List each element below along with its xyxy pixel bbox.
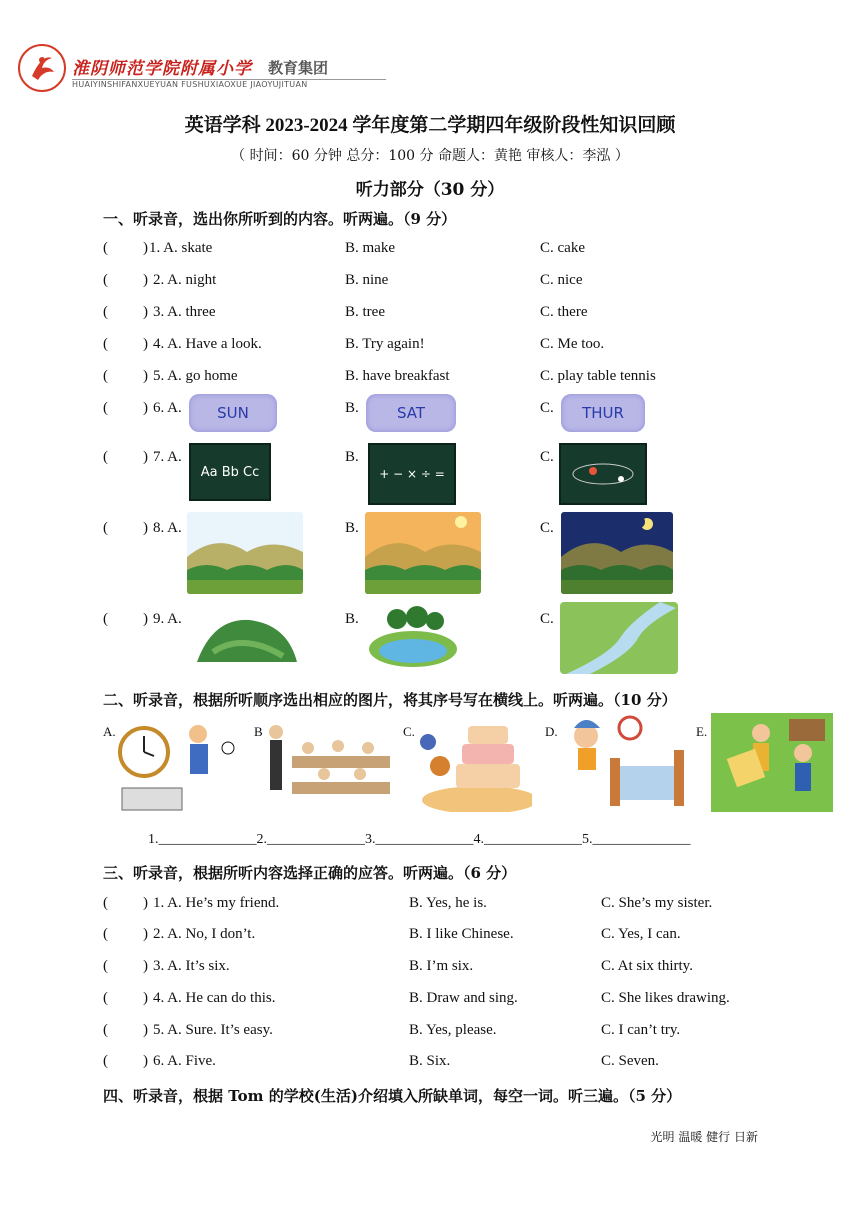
answer-paren[interactable]: ( bbox=[103, 368, 108, 384]
morning-landscape-image bbox=[187, 512, 303, 594]
option-b: B. have breakfast bbox=[345, 368, 450, 384]
option-a: 1. A. skate bbox=[149, 240, 213, 256]
option-b: B. Try again! bbox=[345, 336, 425, 352]
cake-party-image bbox=[410, 716, 532, 812]
option-a-label: 6. A. bbox=[153, 400, 182, 416]
school-name: 淮阴师范学院附属小学 bbox=[72, 59, 252, 79]
night-landscape-image bbox=[561, 512, 673, 594]
kids-outdoor-image bbox=[711, 713, 833, 812]
option-c: C. She’s my sister. bbox=[601, 895, 713, 911]
question-row bbox=[0, 368, 860, 388]
answer-paren[interactable]: ( bbox=[103, 926, 108, 942]
answer-paren[interactable]: ( bbox=[103, 449, 108, 465]
school-logo bbox=[18, 44, 66, 92]
school-motto: 光明 温暖 健行 日新 bbox=[650, 1130, 758, 1144]
evening-landscape-image bbox=[365, 512, 481, 594]
option-a: 4. A. Have a look. bbox=[153, 336, 262, 352]
answer-paren-close: ) bbox=[143, 926, 148, 942]
question-row bbox=[0, 1022, 860, 1042]
option-c-label: C. bbox=[540, 520, 554, 536]
thur-day-card: THUR bbox=[561, 394, 645, 432]
section4-title: 四、听录音，根据 Tom 的学校(生活)介绍填入所缺单词，每空一词。听三遍。（5 分） bbox=[103, 1087, 682, 1105]
school-pinyin: HUAIYINSHIFANXUEYUAN FUSHUXIAOXUE JIAOYUJITUAN bbox=[72, 80, 308, 89]
option-a: 1. A. He’s my friend. bbox=[153, 895, 280, 911]
option-a: 3. A. It’s six. bbox=[153, 958, 230, 974]
answer-paren-close: ) bbox=[143, 240, 148, 256]
answer-paren-close: ) bbox=[143, 272, 148, 288]
option-b: B. make bbox=[345, 240, 395, 256]
option-c: C. Yes, I can. bbox=[601, 926, 681, 942]
answer-paren[interactable]: ( bbox=[103, 1022, 108, 1038]
option-b-label: B. bbox=[345, 400, 359, 416]
answer-paren-close: ) bbox=[143, 895, 148, 911]
classroom-image bbox=[264, 716, 394, 812]
question-row bbox=[0, 240, 860, 260]
answer-paren-close: ) bbox=[143, 1022, 148, 1038]
option-c: C. play table tennis bbox=[540, 368, 656, 384]
answer-paren-close: ) bbox=[143, 368, 148, 384]
question-row bbox=[0, 926, 860, 946]
answer-paren-close: ) bbox=[143, 1053, 148, 1069]
section3-title: 三、听录音，根据所听内容选择正确的应答。听两遍。（6 分） bbox=[103, 864, 517, 882]
option-c: C. Me too. bbox=[540, 336, 605, 352]
page-title: 英语学科 2023-2024 学年度第二学期四年级阶段性知识回顾 bbox=[184, 115, 676, 136]
exam-info: （ 时间：60 分钟 总分：100 分 命题人：黄艳 审核人：李泓 ） bbox=[231, 148, 629, 164]
option-a: 4. A. He can do this. bbox=[153, 990, 276, 1006]
option-c: C. At six thirty. bbox=[601, 958, 693, 974]
english-board-image: Aa Bb Cc bbox=[189, 443, 271, 501]
answer-paren-close: ) bbox=[143, 400, 148, 416]
answer-paren[interactable]: ( bbox=[103, 304, 108, 320]
option-b: B. Yes, please. bbox=[409, 1022, 497, 1038]
option-c: C. there bbox=[540, 304, 588, 320]
option-a-label: 8. A. bbox=[153, 520, 182, 536]
answer-paren-close: ) bbox=[143, 520, 148, 536]
question-row bbox=[0, 895, 860, 915]
option-c: C. nice bbox=[540, 272, 583, 288]
option-b: B. Six. bbox=[409, 1053, 451, 1069]
picture-label-c: C. bbox=[403, 724, 415, 739]
question-row bbox=[0, 1053, 860, 1073]
option-c: C. cake bbox=[540, 240, 585, 256]
answer-paren[interactable]: ( bbox=[103, 990, 108, 1006]
answer-paren[interactable]: ( bbox=[103, 336, 108, 352]
river-image bbox=[560, 602, 678, 674]
option-b-label: B. bbox=[345, 520, 359, 536]
option-b: B. Yes, he is. bbox=[409, 895, 487, 911]
answer-paren-close: ) bbox=[143, 990, 148, 1006]
lake-image bbox=[367, 605, 459, 669]
option-b: B. tree bbox=[345, 304, 385, 320]
option-c: C. She likes drawing. bbox=[601, 990, 730, 1006]
option-a-label: 9. A. bbox=[153, 611, 182, 627]
option-b: B. I like Chinese. bbox=[409, 926, 514, 942]
option-a: 6. A. Five. bbox=[153, 1053, 216, 1069]
picture-label-e: E. bbox=[696, 724, 708, 739]
hill-image bbox=[193, 612, 299, 664]
bedroom-image bbox=[566, 714, 690, 812]
option-b: B. Draw and sing. bbox=[409, 990, 518, 1006]
question-row bbox=[0, 272, 860, 292]
option-c-label: C. bbox=[540, 611, 554, 627]
answer-paren-close: ) bbox=[143, 336, 148, 352]
school-group-label: 教育集团 bbox=[268, 59, 329, 77]
part-title: 听力部分（30 分） bbox=[355, 180, 505, 200]
sat-day-card: SAT bbox=[366, 394, 456, 432]
option-b: B. I’m six. bbox=[409, 958, 474, 974]
answer-paren[interactable]: ( bbox=[103, 611, 108, 627]
answer-paren[interactable]: ( bbox=[103, 240, 108, 256]
sun-day-card: SUN bbox=[189, 394, 277, 432]
option-c: C. Seven. bbox=[601, 1053, 659, 1069]
answer-blanks[interactable]: 1.______________2.______________3.______________4.______________5.______________ bbox=[148, 832, 691, 847]
option-c-label: C. bbox=[540, 400, 554, 416]
science-board-image bbox=[559, 443, 647, 505]
picture-label-a: A. bbox=[103, 724, 116, 739]
maths-board-image: + − × ÷ = bbox=[368, 443, 456, 505]
section2-title: 二、听录音，根据所听顺序选出相应的图片，将其序号写在横线上。听两遍。（10 分） bbox=[103, 691, 677, 709]
answer-paren[interactable]: ( bbox=[103, 958, 108, 974]
picture-label-b: B bbox=[254, 724, 263, 739]
answer-paren-close: ) bbox=[143, 304, 148, 320]
answer-paren-close: ) bbox=[143, 958, 148, 974]
answer-paren[interactable]: ( bbox=[103, 400, 108, 416]
question-row bbox=[0, 958, 860, 978]
option-a: 5. A. go home bbox=[153, 368, 238, 384]
picture-label-d: D. bbox=[545, 724, 558, 739]
question-row bbox=[0, 336, 860, 356]
option-a: 2. A. No, I don’t. bbox=[153, 926, 256, 942]
option-b: B. nine bbox=[345, 272, 389, 288]
option-a: 3. A. three bbox=[153, 304, 216, 320]
option-a: 2. A. night bbox=[153, 272, 217, 288]
option-b-label: B. bbox=[345, 611, 359, 627]
section1-title: 一、听录音，选出你所听到的内容。听两遍。（9 分） bbox=[103, 210, 457, 228]
football-clock-image bbox=[118, 716, 236, 812]
option-b-label: B. bbox=[345, 449, 359, 465]
option-c-label: C. bbox=[540, 449, 554, 465]
answer-paren-close: ) bbox=[143, 449, 148, 465]
question-row bbox=[0, 990, 860, 1010]
option-a: 5. A. Sure. It’s easy. bbox=[153, 1022, 273, 1038]
answer-paren[interactable]: ( bbox=[103, 895, 108, 911]
answer-paren[interactable]: ( bbox=[103, 1053, 108, 1069]
option-a-label: 7. A. bbox=[153, 449, 182, 465]
answer-paren[interactable]: ( bbox=[103, 520, 108, 536]
answer-paren-close: ) bbox=[143, 611, 148, 627]
question-row bbox=[0, 304, 860, 324]
option-c: C. I can’t try. bbox=[601, 1022, 681, 1038]
answer-paren[interactable]: ( bbox=[103, 272, 108, 288]
